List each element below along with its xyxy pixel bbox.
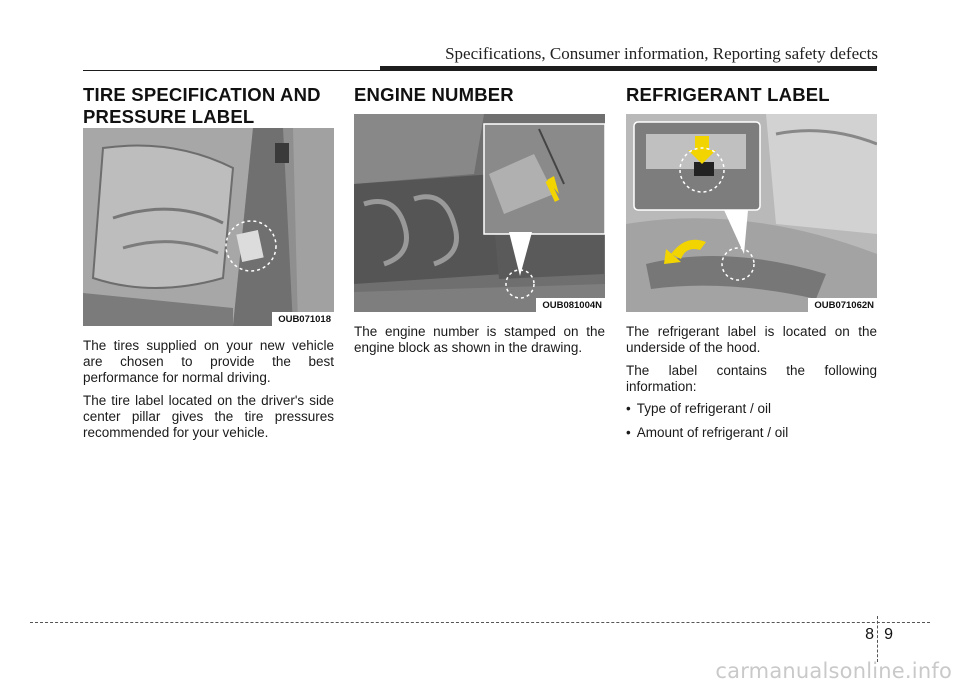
list-item: • Type of refrigerant / oil: [626, 401, 877, 417]
section-tire-label: [83, 84, 334, 441]
section-heading: TIRE SPECIFICATION AND PRESSURE LABEL: [83, 84, 321, 127]
header-rule-thin: [83, 70, 380, 71]
paragraph: The label contains the following information:: [626, 363, 877, 394]
footer-rule: [30, 622, 930, 623]
chapter-number: 8: [865, 626, 874, 643]
figure-code: OUB081004N: [536, 298, 605, 312]
page-number: 9: [884, 626, 893, 643]
door-pillar-drawing: [83, 128, 334, 326]
hood-illustration: [626, 114, 877, 312]
figure-code: OUB071018: [272, 312, 334, 326]
hood-drawing: [626, 114, 877, 312]
paragraph: The tires supplied on your new vehicle are chosen to provide the best performance for normal driving.: [83, 338, 334, 385]
watermark: carmanualsonline.info: [715, 659, 952, 683]
section-engine-number: [354, 84, 605, 356]
section-heading: ENGINE NUMBER: [354, 84, 514, 105]
bullet-list: [626, 401, 877, 441]
section-refrigerant-label: [626, 84, 877, 449]
paragraph: The refrigerant label is located on the underside of the hood.: [626, 324, 877, 355]
list-item: • Amount of refrigerant / oil: [626, 425, 877, 441]
page-number-divider: [877, 616, 878, 662]
header-rule: [380, 66, 877, 71]
section-heading: REFRIGERANT LABEL: [626, 84, 830, 105]
figure-code: OUB071062N: [808, 298, 877, 312]
paragraph: The tire label located on the driver's side center pillar gives the tire pressures recommended for your vehicle.: [83, 393, 334, 440]
engine-illustration: [354, 114, 605, 312]
running-header: Specifications, Consumer information, Reporting safety defects: [445, 44, 878, 63]
door-pillar-illustration: [83, 128, 334, 326]
paragraph: The engine number is stamped on the engine block as shown in the drawing.: [354, 324, 605, 355]
engine-drawing: [354, 114, 605, 312]
